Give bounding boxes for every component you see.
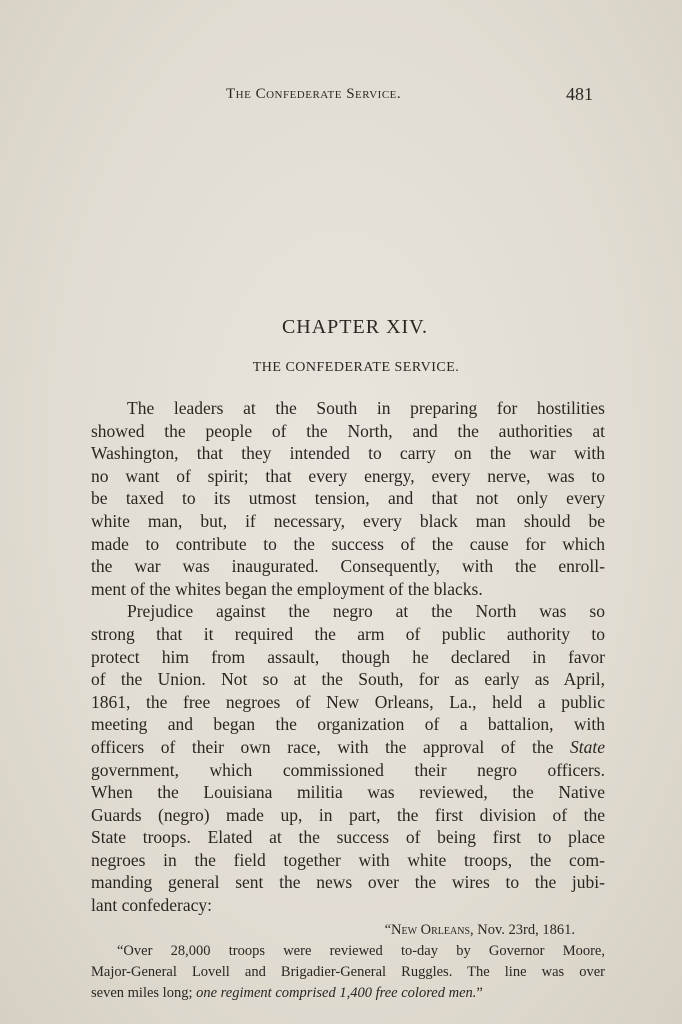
text-line: white man, but, if necessary, every black man should be — [91, 510, 605, 531]
body-text — [91, 397, 605, 917]
text-line: lant confederacy: — [91, 895, 212, 916]
text-line: Guards (negro) made up, in part, the first division of the — [91, 804, 605, 825]
chapter-heading: CHAPTER XIV. — [281, 316, 429, 338]
text-line: strong that it required the arm of public authority to — [91, 623, 605, 644]
text-line: Prejudice against the negro at the North was so — [127, 601, 605, 622]
text-line: When the Louisiana militia was reviewed, the Native — [91, 782, 605, 803]
text-line: government, which commissioned their negro officers. — [91, 759, 605, 780]
running-head — [0, 86, 682, 110]
text-line: no want of spirit; that every energy, every nerve, was to — [91, 465, 605, 486]
quote-dateline — [91, 920, 605, 941]
text-line: be taxed to its utmost tension, and that not only every — [91, 488, 605, 509]
text-line: showed the people of the North, and the authorities at — [91, 420, 605, 441]
text-line: State troops. Elated at the success of being first to place — [91, 827, 605, 848]
text-line: protect him from assault, though he declared in favor — [91, 646, 605, 667]
text-line: ment of the whites began the employment of the blacks. — [91, 578, 483, 599]
page-number: 481 — [566, 84, 593, 104]
text-line: of the Union. Not so at the South, for as early as April, — [91, 669, 605, 690]
text-line: made to contribute to the success of the cause for which — [91, 533, 605, 554]
text-line: manding general sent the news over the wires to the jubi- — [91, 872, 605, 893]
quote-close-mark: ” — [476, 985, 483, 1001]
quote-line — [91, 983, 605, 1004]
quote-line-plain: seven miles long; — [91, 985, 193, 1001]
dateline-date: , Nov. 23rd, 1861. — [470, 922, 575, 938]
text-line: negroes in the field together with white troops, the com- — [91, 849, 605, 870]
text-line: meeting and began the organization of a battalion, with — [91, 714, 605, 735]
text-line: 1861, the free negroes of New Orleans, La., held a public — [91, 691, 605, 712]
text-line-part: officers of their own race, with the approval of the — [91, 736, 554, 757]
italic-word: State — [570, 736, 605, 757]
running-title: The Confederate Service. — [226, 86, 402, 102]
text-line: the war was inaugurated. Consequently, with the enroll- — [91, 556, 605, 577]
chapter-title: THE CONFEDERATE SERVICE. — [252, 360, 460, 375]
text-line: Washington, that they intended to carry on the war with — [91, 443, 605, 464]
quote-line-italic: one regiment comprised 1,400 free colored men. — [196, 985, 477, 1001]
text-line: The leaders at the South in preparing for hostilities — [127, 398, 605, 418]
quote-line: Major-General Lovell and Brigadier-General Ruggles. The line was over — [91, 964, 605, 980]
dateline-open-quote: “ — [384, 922, 391, 938]
text-line — [91, 736, 605, 759]
telegram-quote — [91, 920, 605, 1004]
quote-line: “Over 28,000 troops were reviewed to-day by Governor Moore, — [117, 943, 605, 959]
dateline-place: New Orleans — [391, 922, 471, 938]
